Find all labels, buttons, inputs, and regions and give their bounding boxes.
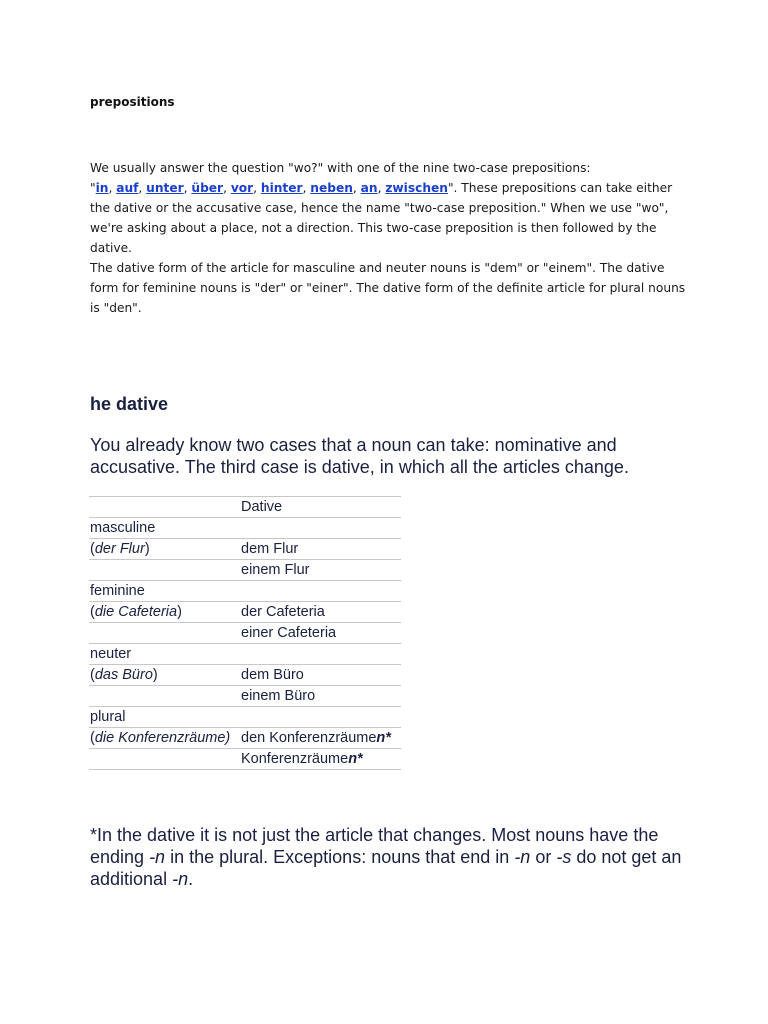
preposition-link-ueber[interactable]: über (191, 181, 224, 195)
table-row (89, 623, 401, 644)
preposition-link-auf[interactable]: auf (116, 181, 139, 195)
preposition-link-vor[interactable]: vor (230, 181, 254, 195)
table-row (89, 707, 401, 728)
example-noun: (die Cafeteria) (89, 602, 240, 623)
dative-form: den Konferenzräumen* (240, 728, 401, 749)
dative-form (240, 644, 401, 665)
table-row (89, 749, 401, 770)
footnote: *In the dative it is not just the article that changes. Most nouns have the ending -n in the plural. Exceptions: nouns that end in -n or -s do not get an additional -n. (90, 825, 682, 889)
table-row (89, 728, 401, 749)
example-noun (89, 560, 240, 581)
quote-open: " (90, 181, 96, 195)
table-row (89, 539, 401, 560)
preposition-link-unter[interactable]: unter (146, 181, 184, 195)
gender-label: masculine (89, 518, 240, 539)
table-row (89, 581, 401, 602)
gender-label: feminine (89, 581, 240, 602)
gender-label: neuter (89, 644, 240, 665)
intro-line-2-tail: ". These prepositions can take either the dative or the accusative case, hence the name "two-case preposition." When we use "wo", we're asking about a place, not a direction. This two-case preposition is then followed by the dative. (90, 181, 673, 255)
intro-paragraph (90, 158, 690, 318)
gender-label: plural (89, 707, 240, 728)
dative-form (240, 581, 401, 602)
dative-form: einer Cafeteria (240, 623, 401, 644)
preposition-link-an[interactable]: an (360, 181, 378, 195)
dative-form: der Cafeteria (240, 602, 401, 623)
example-noun: (der Flur) (89, 539, 240, 560)
dative-form: einem Flur (240, 560, 401, 581)
preposition-link-neben[interactable]: neben (310, 181, 353, 195)
table-row (89, 560, 401, 581)
section-lead: You already know two cases that a noun can take: nominative and accusative. The third case is dative, in which all the articles change. (90, 435, 629, 477)
example-noun (89, 686, 240, 707)
example-noun (89, 623, 240, 644)
section-heading: he dative (90, 394, 169, 414)
table-row (89, 686, 401, 707)
dative-form: einem Büro (240, 686, 401, 707)
table-header-empty (89, 497, 240, 518)
table-header-dative: Dative (240, 497, 401, 518)
dative-form: dem Flur (240, 539, 401, 560)
example-noun: (die Konferenzräume) (89, 728, 240, 749)
dative-table (89, 496, 401, 770)
table-header-row (89, 497, 401, 518)
dative-form (240, 518, 401, 539)
intro-line-1: We usually answer the question "wo?" with one of the nine two-case prepositions: (90, 161, 591, 175)
preposition-link-hinter[interactable]: hinter (260, 181, 303, 195)
intro-line-2: "in, auf, unter, über, vor, hinter, neben, an, zwischen". These prepositions can take either the dative or the accusative case, hence the name "two-case preposition." When we use "wo", we're asking about a place, not a direction. This two-case preposition is then followed by the dative. (90, 181, 673, 255)
preposition-link-zwischen[interactable]: zwischen (385, 181, 448, 195)
table-row (89, 602, 401, 623)
intro-line-3: The dative form of the article for masculine and neuter nouns is "dem" or "einem". The dative form for feminine nouns is "der" or "einer". The dative form of the definite article for plural nouns is "den". (90, 261, 686, 315)
table-row (89, 518, 401, 539)
dative-form: dem Büro (240, 665, 401, 686)
dative-form (240, 707, 401, 728)
example-noun (89, 749, 240, 770)
preposition-link-in[interactable]: in (95, 181, 109, 195)
table-row (89, 665, 401, 686)
document-title: prepositions (90, 95, 175, 109)
example-noun: (das Büro) (89, 665, 240, 686)
table-row (89, 644, 401, 665)
dative-form: Konferenzräumen* (240, 749, 401, 770)
